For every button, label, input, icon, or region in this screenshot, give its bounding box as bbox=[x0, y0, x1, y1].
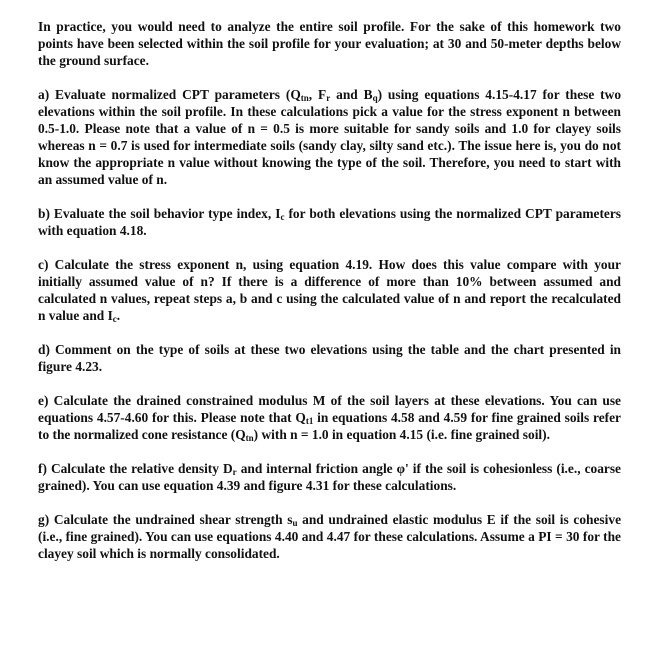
item-a-text-1: a) Evaluate normalized CPT parameters (Q bbox=[38, 87, 301, 102]
item-e-text-2: in equations 4.58 and 4.59 for fine grained soils refer to the normalized cone resistance (Q bbox=[38, 410, 621, 442]
item-a-subscript-3: q bbox=[372, 93, 378, 103]
item-c-paragraph bbox=[38, 256, 621, 324]
item-a-text-3: and B bbox=[330, 87, 373, 102]
item-f-text-2: and internal friction angle φ' if the soil is cohesionless (i.e., coarse grained). You can use equation 4.39 and figure 4.31 for these calculations. bbox=[38, 461, 622, 493]
item-g-subscript-1: u bbox=[292, 518, 298, 528]
item-c-text-1: c) Calculate the stress exponent n, using equation 4.19. How does this value compare with your initially assumed value of n? If there is a difference of more than 10% between assumed and calculated n values, repeat steps a, b and c using the calculated value of n and report the recalculated n value and I bbox=[38, 257, 621, 323]
paragraph-gap bbox=[38, 443, 621, 460]
item-e-subscript-1: t1 bbox=[305, 416, 314, 426]
item-e-text-1: e) Calculate the drained constrained modulus M of the soil layers at these elevations. You can use equations 4.57-4.60 for this. Please note that Q bbox=[38, 393, 621, 425]
item-a-paragraph bbox=[38, 86, 621, 188]
item-b-paragraph bbox=[38, 205, 621, 239]
item-b-text-1: b) Evaluate the soil behavior type index, I bbox=[38, 206, 281, 221]
item-e-text-3: ) with n = 1.0 in equation 4.15 (i.e. fine grained soil). bbox=[253, 427, 550, 442]
item-d-paragraph bbox=[38, 341, 621, 375]
item-b-subscript-1: c bbox=[280, 212, 285, 222]
item-a-text-2: , F bbox=[308, 87, 327, 102]
item-d-text: d) Comment on the type of soils at these two elevations using the table and the chart presented in figure 4.23. bbox=[38, 342, 621, 374]
item-g-text-2: and undrained elastic modulus E if the soil is cohesive (i.e., fine grained). You can use equations 4.40 and 4.47 for these calculations. Assume a PI = 30 for the clayey soil which is normally consolidated. bbox=[38, 512, 622, 561]
item-g-text-1: g) Calculate the undrained shear strength s bbox=[38, 512, 293, 527]
paragraph-gap bbox=[38, 188, 621, 205]
item-f-subscript-1: r bbox=[232, 467, 237, 477]
item-c-text-2: . bbox=[116, 308, 121, 323]
paragraph-gap bbox=[38, 494, 621, 511]
intro-text: In practice, you would need to analyze the entire soil profile. For the sake of this homework two points have been selected within the soil profile for your evaluation; at 30 and 50-meter depths below the ground surface. bbox=[38, 19, 621, 68]
paragraph-gap bbox=[38, 324, 621, 341]
item-e-paragraph bbox=[38, 392, 621, 443]
paragraph-gap bbox=[38, 69, 621, 86]
paragraph-gap bbox=[38, 239, 621, 256]
item-b-text-2: for both elevations using the normalized CPT parameters with equation 4.18. bbox=[38, 206, 622, 238]
item-a-subscript-2: r bbox=[326, 93, 331, 103]
intro-paragraph bbox=[38, 18, 621, 69]
paragraph-gap bbox=[38, 375, 621, 392]
item-a-subscript-1: tn bbox=[300, 93, 309, 103]
item-g-paragraph bbox=[38, 511, 621, 562]
item-c-subscript-1: c bbox=[112, 314, 117, 324]
item-a-text-4: ) using equations 4.15-4.17 for these two elevations within the soil profile. In these calculations pick a value for the stress exponent n between 0.5-1.0. Please note that a value of n = 0.5 is more suitable for sandy soils and 1.0 for clayey soils whereas n = 0.7 is used for intermediate soils (sandy clay, silty sand etc.). The issue here is, you do not know the appropriate n value without knowing the type of the soil. Therefore, you need to start with an assumed value of n. bbox=[38, 87, 622, 187]
item-f-text-1: f) Calculate the relative density D bbox=[38, 461, 233, 476]
item-e-subscript-2: tn bbox=[245, 433, 254, 443]
item-f-paragraph bbox=[38, 460, 621, 494]
